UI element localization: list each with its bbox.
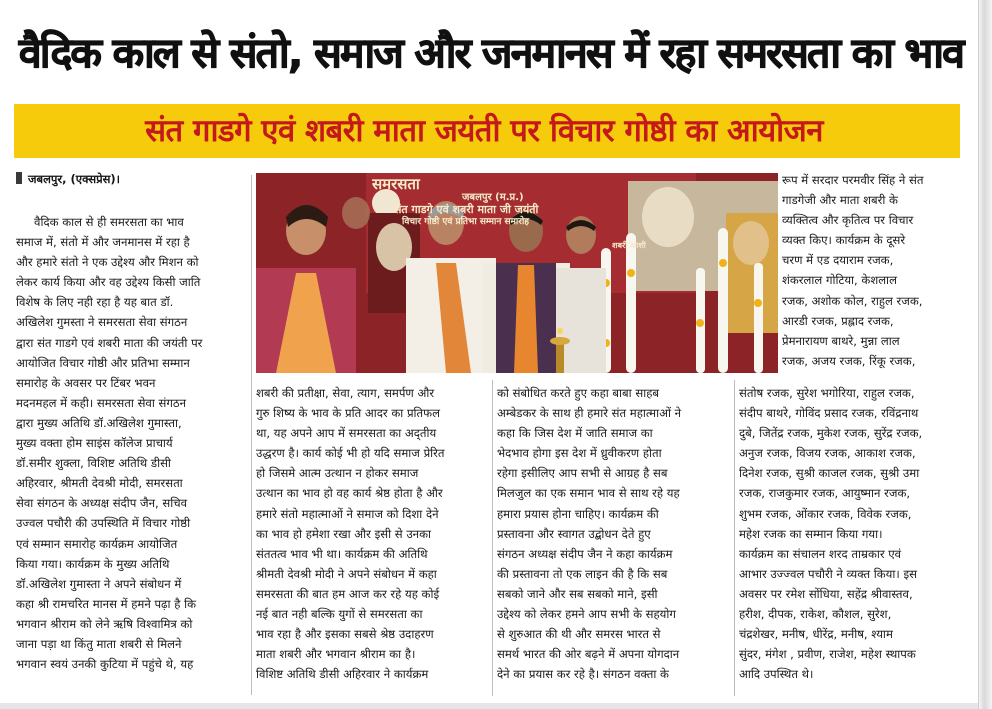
article-line: था, यह अपने आप में समरसता का अद्‌तीय — [256, 426, 437, 441]
article-column-2 — [256, 383, 487, 696]
article-column-4-top — [782, 170, 962, 378]
article-column-4-bottom — [739, 383, 963, 696]
article-line: विशेष के लिए नही रहा है यह बात डॉ. — [16, 295, 174, 310]
banner-line-corner: शबरी काशी — [612, 241, 646, 250]
article-line: हमारा प्रयास होना चाहिए। कार्यक्रम की — [497, 506, 659, 521]
article-line: वैदिक काल से ही समरसता का भाव — [34, 215, 184, 229]
article-line: संतोष रजक, सुरेश भगोरिया, राहुल रजक, — [739, 386, 915, 400]
article-line: दिनेश रजक, सुश्री काजल रजक, सुश्री उमा — [739, 466, 920, 481]
article-line: हरीश, दीपक, राकेश, कौशल, सुरेश, — [739, 607, 892, 622]
article-line: व्यक्त किए। कार्यक्रम के दूसरे — [782, 233, 906, 248]
article-line: माता शबरी और भगवान श्रीराम का है। — [256, 647, 416, 662]
article-line: शंकरलाल गोटिया, केशलाल — [782, 273, 897, 288]
article-line: सेवा संगठन के अध्यक्ष संदीप जैन, सचिव — [16, 496, 188, 511]
article-line: मिलजुल का एक समान भाव से साथ रहे यह — [497, 486, 680, 501]
article-line: अहिरवार, श्रीमती देवश्री मोदी, समरसता — [16, 476, 183, 491]
article-line: द्वारा मुख्य अतिथि डॉ.अखिलेश गुमास्ता, — [16, 415, 182, 430]
article-line: की प्रस्तावना तो एक लाइन की है कि सब — [497, 566, 668, 581]
article-line: कहा श्री रामचरित मानस में हमने पढ़ा है कि — [16, 596, 196, 611]
article-line: उद्धरण है। कार्य कोई भी हो यदि समाज प्रेरित — [256, 446, 445, 461]
article-line: सबको जाने और सब सबको माने, इसी — [497, 586, 658, 601]
article-line: आयोजित विचार गोष्ठी और प्रतिभा सम्मान — [16, 355, 190, 370]
article-line: भगवान स्वयं उनकी कुटिया में पहुंचे थे, यह — [16, 657, 194, 672]
banner-line: विचार गोष्ठी एवं प्रतिभा सम्मान समारोह — [402, 217, 530, 227]
article-line: भाव रहा है और इसका सबसे श्रेष्ठ उदाहरण — [256, 627, 434, 642]
article-line: रजक, अशोक कोल, राहुल रजक, — [782, 293, 923, 308]
article-line: रजक, अजय रजक, रिंकू रजक, — [782, 353, 916, 368]
article-line: किया गया। कार्यक्रम के मुख्य अतिथि — [16, 556, 170, 571]
article-column-1 — [16, 212, 245, 696]
article-line: शबरी की प्रतीक्षा, सेवा, त्याग, समर्पण और — [256, 386, 435, 400]
article-line: महेश रजक का सम्मान किया गया। — [739, 526, 883, 541]
article-line: गाडगेजी और माता शबरी के — [782, 193, 898, 208]
article-line: का भाव हो हमेशा रखा और इसी से उनका — [256, 526, 432, 541]
article-line: मुख्य वक्ता होम साइंस कॉलेज प्राचार्य — [16, 436, 173, 451]
article-line: समाज में, संतो में और जनमानस में रहा है — [16, 235, 190, 250]
article-line: डॉ.समीर शुक्ला, विशिष्ट अतिथि डीसी — [16, 456, 171, 471]
banner-line: समरसता — [372, 176, 420, 193]
article-line: प्रेमनारायण बाथरे, मुन्ना लाल — [782, 333, 900, 348]
page-edge-bottom — [0, 703, 978, 709]
headline: वैदिक काल से संतो, समाज और जनमानस में रहा समरसता का भाव — [18, 29, 964, 77]
article-line: रूप में सरदार परमवीर सिंह ने संत — [782, 173, 924, 187]
article-line: जाना पड़ा था किंतु माता शबरी से मिलने — [16, 636, 182, 651]
article-line: नई बात नही बल्कि युगों से समरसता का — [256, 607, 423, 622]
article-line: उद्देश्य को लेकर हमने आप सभी के सहयोग — [497, 607, 676, 622]
article-line: गुरु शिष्य के भाव के प्रति आदर का प्रतिफल — [256, 406, 440, 421]
article-line: व्यक्तित्व और कृतित्व पर विचार — [782, 213, 914, 228]
article-line: रजक, राजकुमार रजक, आयुष्मान रजक, — [739, 486, 911, 501]
article-line: उत्थान का भाव हो वह कार्य श्रेष्ठ होता है और — [256, 486, 443, 501]
column-rule — [492, 380, 493, 696]
dateline — [16, 172, 120, 187]
article-line: मदनमहल में कही। समरसता सेवा संगठन — [16, 395, 187, 410]
column-rule — [734, 380, 735, 696]
photo-banner-text — [372, 176, 622, 236]
article-line: अम्बेडकर के साथ ही हमारे संत महात्माओं ने — [497, 406, 682, 421]
article-line: से शुरुआत की थी और समरस भारत से — [497, 627, 661, 642]
article-line: दुबे, जितेंद्र रजक, मुकेश रजक, सुरेंद्र रजक, — [739, 426, 923, 441]
dateline-marker — [16, 172, 22, 184]
article-line: आरडी रजक, प्रह्लाद रजक, — [782, 313, 894, 328]
article-line: उज्वल पचौरी की उपस्थिति में विचार गोष्ठी — [16, 516, 191, 531]
article-line: चरण में एड दयाराम रजक, — [782, 253, 894, 268]
article-line: चंद्रशेखर, मनीष, धीरेंद्र, मनीष, श्याम — [739, 627, 893, 642]
article-line: एवं सम्मान समारोह कार्यक्रम आयोजित — [16, 536, 178, 551]
article-line: द्वारा संत गाडगे एवं शबरी माता की जयंती पर — [16, 335, 203, 350]
article-line: कार्यक्रम का संचालन शरद ताम्रकार एवं — [739, 546, 902, 561]
article-line: शुभम रजक, ओंकार रजक, विवेक रजक, — [739, 506, 912, 521]
article-line: लेकर कार्य किया और वह उद्देश्य किसी जाति — [16, 275, 201, 290]
article-line: अखिलेश गुमस्ता ने समरसता सेवा संगठन — [16, 315, 188, 330]
article-line: संततत्व भाव भी था। कार्यक्रम की अतिथि — [256, 546, 428, 561]
banner-line: जबलपुर (म.प्र.) — [462, 192, 524, 203]
article-line: डॉ.अखिलेश गुमास्ता ने अपने संबोधन में — [16, 576, 182, 591]
article-line: सुंदर, मंगेश , प्रवीण, राजेश, महेश स्थापक — [739, 647, 916, 662]
article-line: श्रीमती देवश्री मोदी ने अपने संबोधन में कहा — [256, 566, 437, 581]
article-line: भेदभाव होगा इस देश में ध्रुवीकरण होता — [497, 446, 662, 461]
subheadline-band — [14, 104, 960, 158]
column-rule — [251, 175, 252, 695]
article-line: आदि उपस्थित थे। — [739, 667, 814, 682]
article-line: और हमारे संतो ने एक उद्देश्य और मिशन को — [16, 255, 199, 270]
article-line: विशिष्ट अतिथि डीसी अहिरवार ने कार्यक्रम — [256, 667, 429, 682]
article-line: भगवान श्रीराम को लेने ऋषि विश्वामित्र को — [16, 616, 193, 631]
article-line: समारोह के अवसर पर टिंबर भवन — [16, 375, 156, 390]
dateline-text: जबलपुर, (एक्सप्रेस)। — [28, 172, 121, 186]
article-line: कहा कि जिस देश में जाति समाज का — [497, 426, 653, 441]
article-line: समरसता की बात हम आज कर रहे यह कोई — [256, 586, 440, 601]
article-line: को संबोधित करते हुए कहा बाबा साहब — [497, 386, 659, 400]
page-edge-right — [978, 0, 992, 709]
article-line: अनुज रजक, विजय रजक, आकाश रजक, — [739, 446, 916, 461]
article-line: संगठन अध्यक्ष संदीप जैन ने कहा कार्यक्रम — [497, 546, 673, 561]
article-line: संदीप बाथरे, गोविंद प्रसाद रजक, रविंद्रनाथ — [739, 406, 919, 421]
article-line: रहेगा इसीलिए आप सभी से आग्रह है सब — [497, 466, 668, 481]
article-line: अवसर पर रमेश सोंधिया, सहेंद्र श्रीवास्तव, — [739, 586, 913, 601]
article-line: प्रस्तावना और स्वागत उद्बोधन देते हुए — [497, 526, 651, 541]
article-line: हो जिसमे आत्म उत्थान न होकर समाज — [256, 466, 419, 481]
subheadline: संत गाडगे एवं शबरी माता जयंती पर विचार गोष्ठी का आयोजन — [145, 113, 823, 149]
article-line: देने का प्रयास कर रहे है। संगठन वक्ता के — [497, 667, 669, 682]
article-line: हमारे संतो महात्माओं ने समाज को दिशा देने — [256, 506, 439, 521]
article-column-3 — [497, 383, 729, 696]
article-line: आभार उज्ज्वल पचौरी ने व्यक्त किया। इस — [739, 566, 917, 581]
banner-line: संत गाडगे एवं शबरी माता जी जयंती — [394, 203, 539, 216]
article-line: समर्थ भारत की ओर बढ़ने में अपना योगदान — [497, 647, 680, 662]
